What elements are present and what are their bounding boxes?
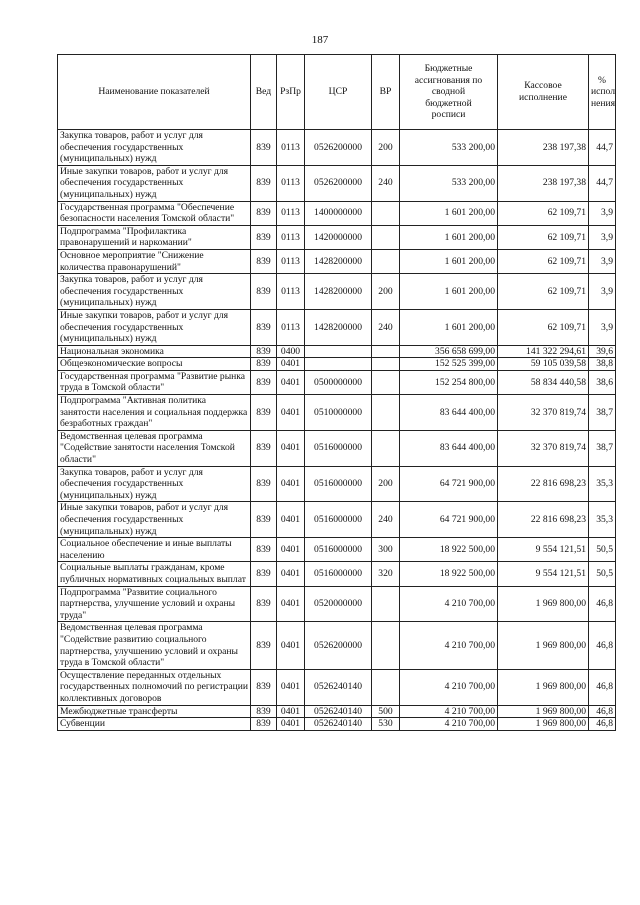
header-percent: % испол нения xyxy=(589,55,616,130)
cell-csr: 0526200000 xyxy=(305,165,372,201)
cell-assignments: 64 721 900,00 xyxy=(400,502,498,538)
cell-vr xyxy=(372,358,400,371)
cell-ved: 839 xyxy=(251,669,277,705)
cell-assignments: 533 200,00 xyxy=(400,165,498,201)
table-row xyxy=(58,395,616,431)
cell-vr: 240 xyxy=(372,165,400,201)
cell-name: Закупка товаров, работ и услуг для обеспечения государственных (муниципальных) нужд xyxy=(58,130,251,166)
cell-assignments: 18 922 500,00 xyxy=(400,562,498,586)
cell-cash-execution: 1 969 800,00 xyxy=(498,718,589,731)
cell-rzpr: 0401 xyxy=(277,705,305,718)
cell-rzpr: 0401 xyxy=(277,622,305,669)
cell-rzpr: 0113 xyxy=(277,165,305,201)
cell-percent: 38,8 xyxy=(589,358,616,371)
cell-vr xyxy=(372,622,400,669)
cell-ved: 839 xyxy=(251,201,277,225)
cell-ved: 839 xyxy=(251,345,277,358)
cell-rzpr: 0401 xyxy=(277,669,305,705)
cell-cash-execution: 32 370 819,74 xyxy=(498,430,589,466)
cell-name: Государственная программа "Развитие рынка труда в Томской области" xyxy=(58,370,251,394)
cell-rzpr: 0401 xyxy=(277,502,305,538)
cell-cash-execution: 1 969 800,00 xyxy=(498,586,589,622)
cell-vr xyxy=(372,345,400,358)
cell-ved: 839 xyxy=(251,538,277,562)
cell-rzpr: 0401 xyxy=(277,430,305,466)
cell-vr: 200 xyxy=(372,274,400,310)
cell-csr: 1428200000 xyxy=(305,249,372,273)
cell-rzpr: 0113 xyxy=(277,274,305,310)
cell-cash-execution: 32 370 819,74 xyxy=(498,395,589,431)
cell-assignments: 64 721 900,00 xyxy=(400,466,498,502)
cell-ved: 839 xyxy=(251,502,277,538)
cell-assignments: 83 644 400,00 xyxy=(400,395,498,431)
table-row xyxy=(58,345,616,358)
cell-assignments: 1 601 200,00 xyxy=(400,309,498,345)
cell-csr: 0526240140 xyxy=(305,718,372,731)
cell-csr: 0526200000 xyxy=(305,130,372,166)
cell-csr: 0526240140 xyxy=(305,669,372,705)
cell-assignments: 356 658 699,00 xyxy=(400,345,498,358)
cell-ved: 839 xyxy=(251,430,277,466)
cell-cash-execution: 238 197,38 xyxy=(498,165,589,201)
cell-rzpr: 0401 xyxy=(277,586,305,622)
cell-vr xyxy=(372,395,400,431)
table-row xyxy=(58,538,616,562)
cell-percent: 50,5 xyxy=(589,538,616,562)
table-row xyxy=(58,718,616,731)
table-row xyxy=(58,562,616,586)
table-row xyxy=(58,430,616,466)
cell-percent: 38,6 xyxy=(589,370,616,394)
cell-percent: 38,7 xyxy=(589,430,616,466)
cell-assignments: 1 601 200,00 xyxy=(400,201,498,225)
cell-vr xyxy=(372,370,400,394)
table-row xyxy=(58,130,616,166)
cell-ved: 839 xyxy=(251,249,277,273)
table-row xyxy=(58,165,616,201)
cell-name: Государственная программа "Обеспечение безопасности населения Томской области" xyxy=(58,201,251,225)
cell-percent: 3,9 xyxy=(589,201,616,225)
header-ved: Вед xyxy=(251,55,277,130)
cell-assignments: 4 210 700,00 xyxy=(400,669,498,705)
cell-assignments: 152 254 800,00 xyxy=(400,370,498,394)
cell-vr xyxy=(372,586,400,622)
cell-csr xyxy=(305,358,372,371)
cell-name: Социальные выплаты гражданам, кроме публичных нормативных социальных выплат xyxy=(58,562,251,586)
table-body xyxy=(58,130,616,731)
cell-csr: 0500000000 xyxy=(305,370,372,394)
cell-cash-execution: 1 969 800,00 xyxy=(498,669,589,705)
cell-cash-execution: 1 969 800,00 xyxy=(498,622,589,669)
cell-csr: 1428200000 xyxy=(305,309,372,345)
cell-percent: 50,5 xyxy=(589,562,616,586)
cell-percent: 46,8 xyxy=(589,586,616,622)
cell-name: Иные закупки товаров, работ и услуг для обеспечения государственных (муниципальных) нужд xyxy=(58,502,251,538)
cell-cash-execution: 9 554 121,51 xyxy=(498,538,589,562)
cell-rzpr: 0401 xyxy=(277,395,305,431)
table-row xyxy=(58,274,616,310)
header-vr: ВР xyxy=(372,55,400,130)
table-row xyxy=(58,358,616,371)
table-row xyxy=(58,502,616,538)
cell-cash-execution: 238 197,38 xyxy=(498,130,589,166)
header-rzpr: РзПр xyxy=(277,55,305,130)
table-row xyxy=(58,309,616,345)
cell-ved: 839 xyxy=(251,309,277,345)
cell-cash-execution: 141 322 294,61 xyxy=(498,345,589,358)
table-row xyxy=(58,249,616,273)
cell-csr: 0510000000 xyxy=(305,395,372,431)
cell-percent: 46,8 xyxy=(589,718,616,731)
page-number: 187 xyxy=(311,34,329,46)
cell-vr xyxy=(372,669,400,705)
cell-rzpr: 0401 xyxy=(277,466,305,502)
cell-rzpr: 0113 xyxy=(277,225,305,249)
cell-ved: 839 xyxy=(251,622,277,669)
cell-vr xyxy=(372,430,400,466)
cell-ved: 839 xyxy=(251,718,277,731)
cell-assignments: 18 922 500,00 xyxy=(400,538,498,562)
cell-cash-execution: 22 816 698,23 xyxy=(498,502,589,538)
cell-rzpr: 0400 xyxy=(277,345,305,358)
cell-name: Основное мероприятие "Снижение количества правонарушений" xyxy=(58,249,251,273)
cell-percent: 3,9 xyxy=(589,249,616,273)
cell-vr: 200 xyxy=(372,466,400,502)
header-assignments: Бюджетные ассигнования по сводной бюджетной росписи xyxy=(400,55,498,130)
header-name: Наименование показателей xyxy=(58,55,251,130)
cell-ved: 839 xyxy=(251,705,277,718)
cell-vr: 500 xyxy=(372,705,400,718)
cell-csr: 0516000000 xyxy=(305,502,372,538)
cell-percent: 44,7 xyxy=(589,130,616,166)
cell-csr: 1428200000 xyxy=(305,274,372,310)
cell-rzpr: 0401 xyxy=(277,538,305,562)
cell-ved: 839 xyxy=(251,165,277,201)
cell-cash-execution: 58 834 440,58 xyxy=(498,370,589,394)
cell-csr: 1420000000 xyxy=(305,225,372,249)
cell-percent: 35,3 xyxy=(589,502,616,538)
cell-name: Закупка товаров, работ и услуг для обеспечения государственных (муниципальных) нужд xyxy=(58,466,251,502)
cell-vr: 300 xyxy=(372,538,400,562)
cell-vr: 240 xyxy=(372,502,400,538)
table-row xyxy=(58,225,616,249)
cell-ved: 839 xyxy=(251,274,277,310)
cell-percent: 38,7 xyxy=(589,395,616,431)
cell-rzpr: 0401 xyxy=(277,358,305,371)
cell-name: Ведомственная целевая программа "Содействие развитию социального партнерства, улучшению условий и охраны труда в Томской области" xyxy=(58,622,251,669)
cell-ved: 839 xyxy=(251,466,277,502)
cell-csr xyxy=(305,345,372,358)
header-csr: ЦСР xyxy=(305,55,372,130)
cell-vr: 200 xyxy=(372,130,400,166)
cell-percent: 3,9 xyxy=(589,309,616,345)
cell-csr: 0516000000 xyxy=(305,538,372,562)
cell-percent: 46,8 xyxy=(589,669,616,705)
cell-cash-execution: 62 109,71 xyxy=(498,201,589,225)
cell-name: Социальное обеспечение и иные выплаты населению xyxy=(58,538,251,562)
cell-vr xyxy=(372,201,400,225)
table-row xyxy=(58,622,616,669)
cell-assignments: 1 601 200,00 xyxy=(400,274,498,310)
table-row xyxy=(58,586,616,622)
cell-name: Иные закупки товаров, работ и услуг для обеспечения государственных (муниципальных) нужд xyxy=(58,165,251,201)
cell-cash-execution: 62 109,71 xyxy=(498,225,589,249)
cell-ved: 839 xyxy=(251,395,277,431)
cell-csr: 0526200000 xyxy=(305,622,372,669)
budget-table xyxy=(57,54,616,731)
cell-rzpr: 0113 xyxy=(277,201,305,225)
cell-rzpr: 0113 xyxy=(277,309,305,345)
cell-cash-execution: 62 109,71 xyxy=(498,274,589,310)
cell-ved: 839 xyxy=(251,358,277,371)
cell-name: Подпрограмма "Развитие социального партнерства, улучшение условий и охраны труда" xyxy=(58,586,251,622)
table-row xyxy=(58,466,616,502)
cell-percent: 35,3 xyxy=(589,466,616,502)
cell-rzpr: 0113 xyxy=(277,130,305,166)
cell-rzpr: 0113 xyxy=(277,249,305,273)
cell-assignments: 152 525 399,00 xyxy=(400,358,498,371)
cell-ved: 839 xyxy=(251,562,277,586)
table-header-row xyxy=(58,55,616,130)
table-row xyxy=(58,370,616,394)
cell-vr: 530 xyxy=(372,718,400,731)
cell-percent: 46,8 xyxy=(589,622,616,669)
cell-percent: 44,7 xyxy=(589,165,616,201)
cell-cash-execution: 22 816 698,23 xyxy=(498,466,589,502)
cell-vr xyxy=(372,225,400,249)
cell-assignments: 4 210 700,00 xyxy=(400,705,498,718)
cell-assignments: 4 210 700,00 xyxy=(400,586,498,622)
cell-name: Межбюджетные трансферты xyxy=(58,705,251,718)
cell-name: Закупка товаров, работ и услуг для обеспечения государственных (муниципальных) нужд xyxy=(58,274,251,310)
cell-csr: 0516000000 xyxy=(305,430,372,466)
cell-percent: 3,9 xyxy=(589,274,616,310)
cell-percent: 39,6 xyxy=(589,345,616,358)
header-cash-execution: Кассовое исполнение xyxy=(498,55,589,130)
cell-name: Подпрограмма "Профилактика правонарушений и наркомании" xyxy=(58,225,251,249)
cell-csr: 1400000000 xyxy=(305,201,372,225)
cell-name: Субвенции xyxy=(58,718,251,731)
cell-rzpr: 0401 xyxy=(277,562,305,586)
cell-vr xyxy=(372,249,400,273)
cell-name: Подпрограмма "Активная политика занятости населения и социальная поддержка безработных граждан" xyxy=(58,395,251,431)
cell-cash-execution: 9 554 121,51 xyxy=(498,562,589,586)
cell-assignments: 1 601 200,00 xyxy=(400,225,498,249)
table-row xyxy=(58,705,616,718)
cell-name: Национальная экономика xyxy=(58,345,251,358)
cell-name: Иные закупки товаров, работ и услуг для обеспечения государственных (муниципальных) нужд xyxy=(58,309,251,345)
cell-csr: 0516000000 xyxy=(305,562,372,586)
cell-cash-execution: 59 105 039,58 xyxy=(498,358,589,371)
cell-vr: 240 xyxy=(372,309,400,345)
cell-percent: 3,9 xyxy=(589,225,616,249)
table-row xyxy=(58,201,616,225)
cell-assignments: 533 200,00 xyxy=(400,130,498,166)
cell-ved: 839 xyxy=(251,586,277,622)
cell-rzpr: 0401 xyxy=(277,718,305,731)
cell-csr: 0516000000 xyxy=(305,466,372,502)
cell-assignments: 83 644 400,00 xyxy=(400,430,498,466)
cell-name: Общеэкономические вопросы xyxy=(58,358,251,371)
cell-ved: 839 xyxy=(251,370,277,394)
cell-assignments: 1 601 200,00 xyxy=(400,249,498,273)
cell-cash-execution: 62 109,71 xyxy=(498,249,589,273)
cell-cash-execution: 62 109,71 xyxy=(498,309,589,345)
cell-percent: 46,8 xyxy=(589,705,616,718)
cell-ved: 839 xyxy=(251,225,277,249)
cell-ved: 839 xyxy=(251,130,277,166)
cell-rzpr: 0401 xyxy=(277,370,305,394)
cell-vr: 320 xyxy=(372,562,400,586)
cell-assignments: 4 210 700,00 xyxy=(400,622,498,669)
table-row xyxy=(58,669,616,705)
cell-name: Ведомственная целевая программа "Содействие занятости населения Томской области" xyxy=(58,430,251,466)
cell-cash-execution: 1 969 800,00 xyxy=(498,705,589,718)
cell-csr: 0526240140 xyxy=(305,705,372,718)
cell-assignments: 4 210 700,00 xyxy=(400,718,498,731)
cell-name: Осуществление переданных отдельных государственных полномочий по регистрации коллективных договоров xyxy=(58,669,251,705)
cell-csr: 0520000000 xyxy=(305,586,372,622)
